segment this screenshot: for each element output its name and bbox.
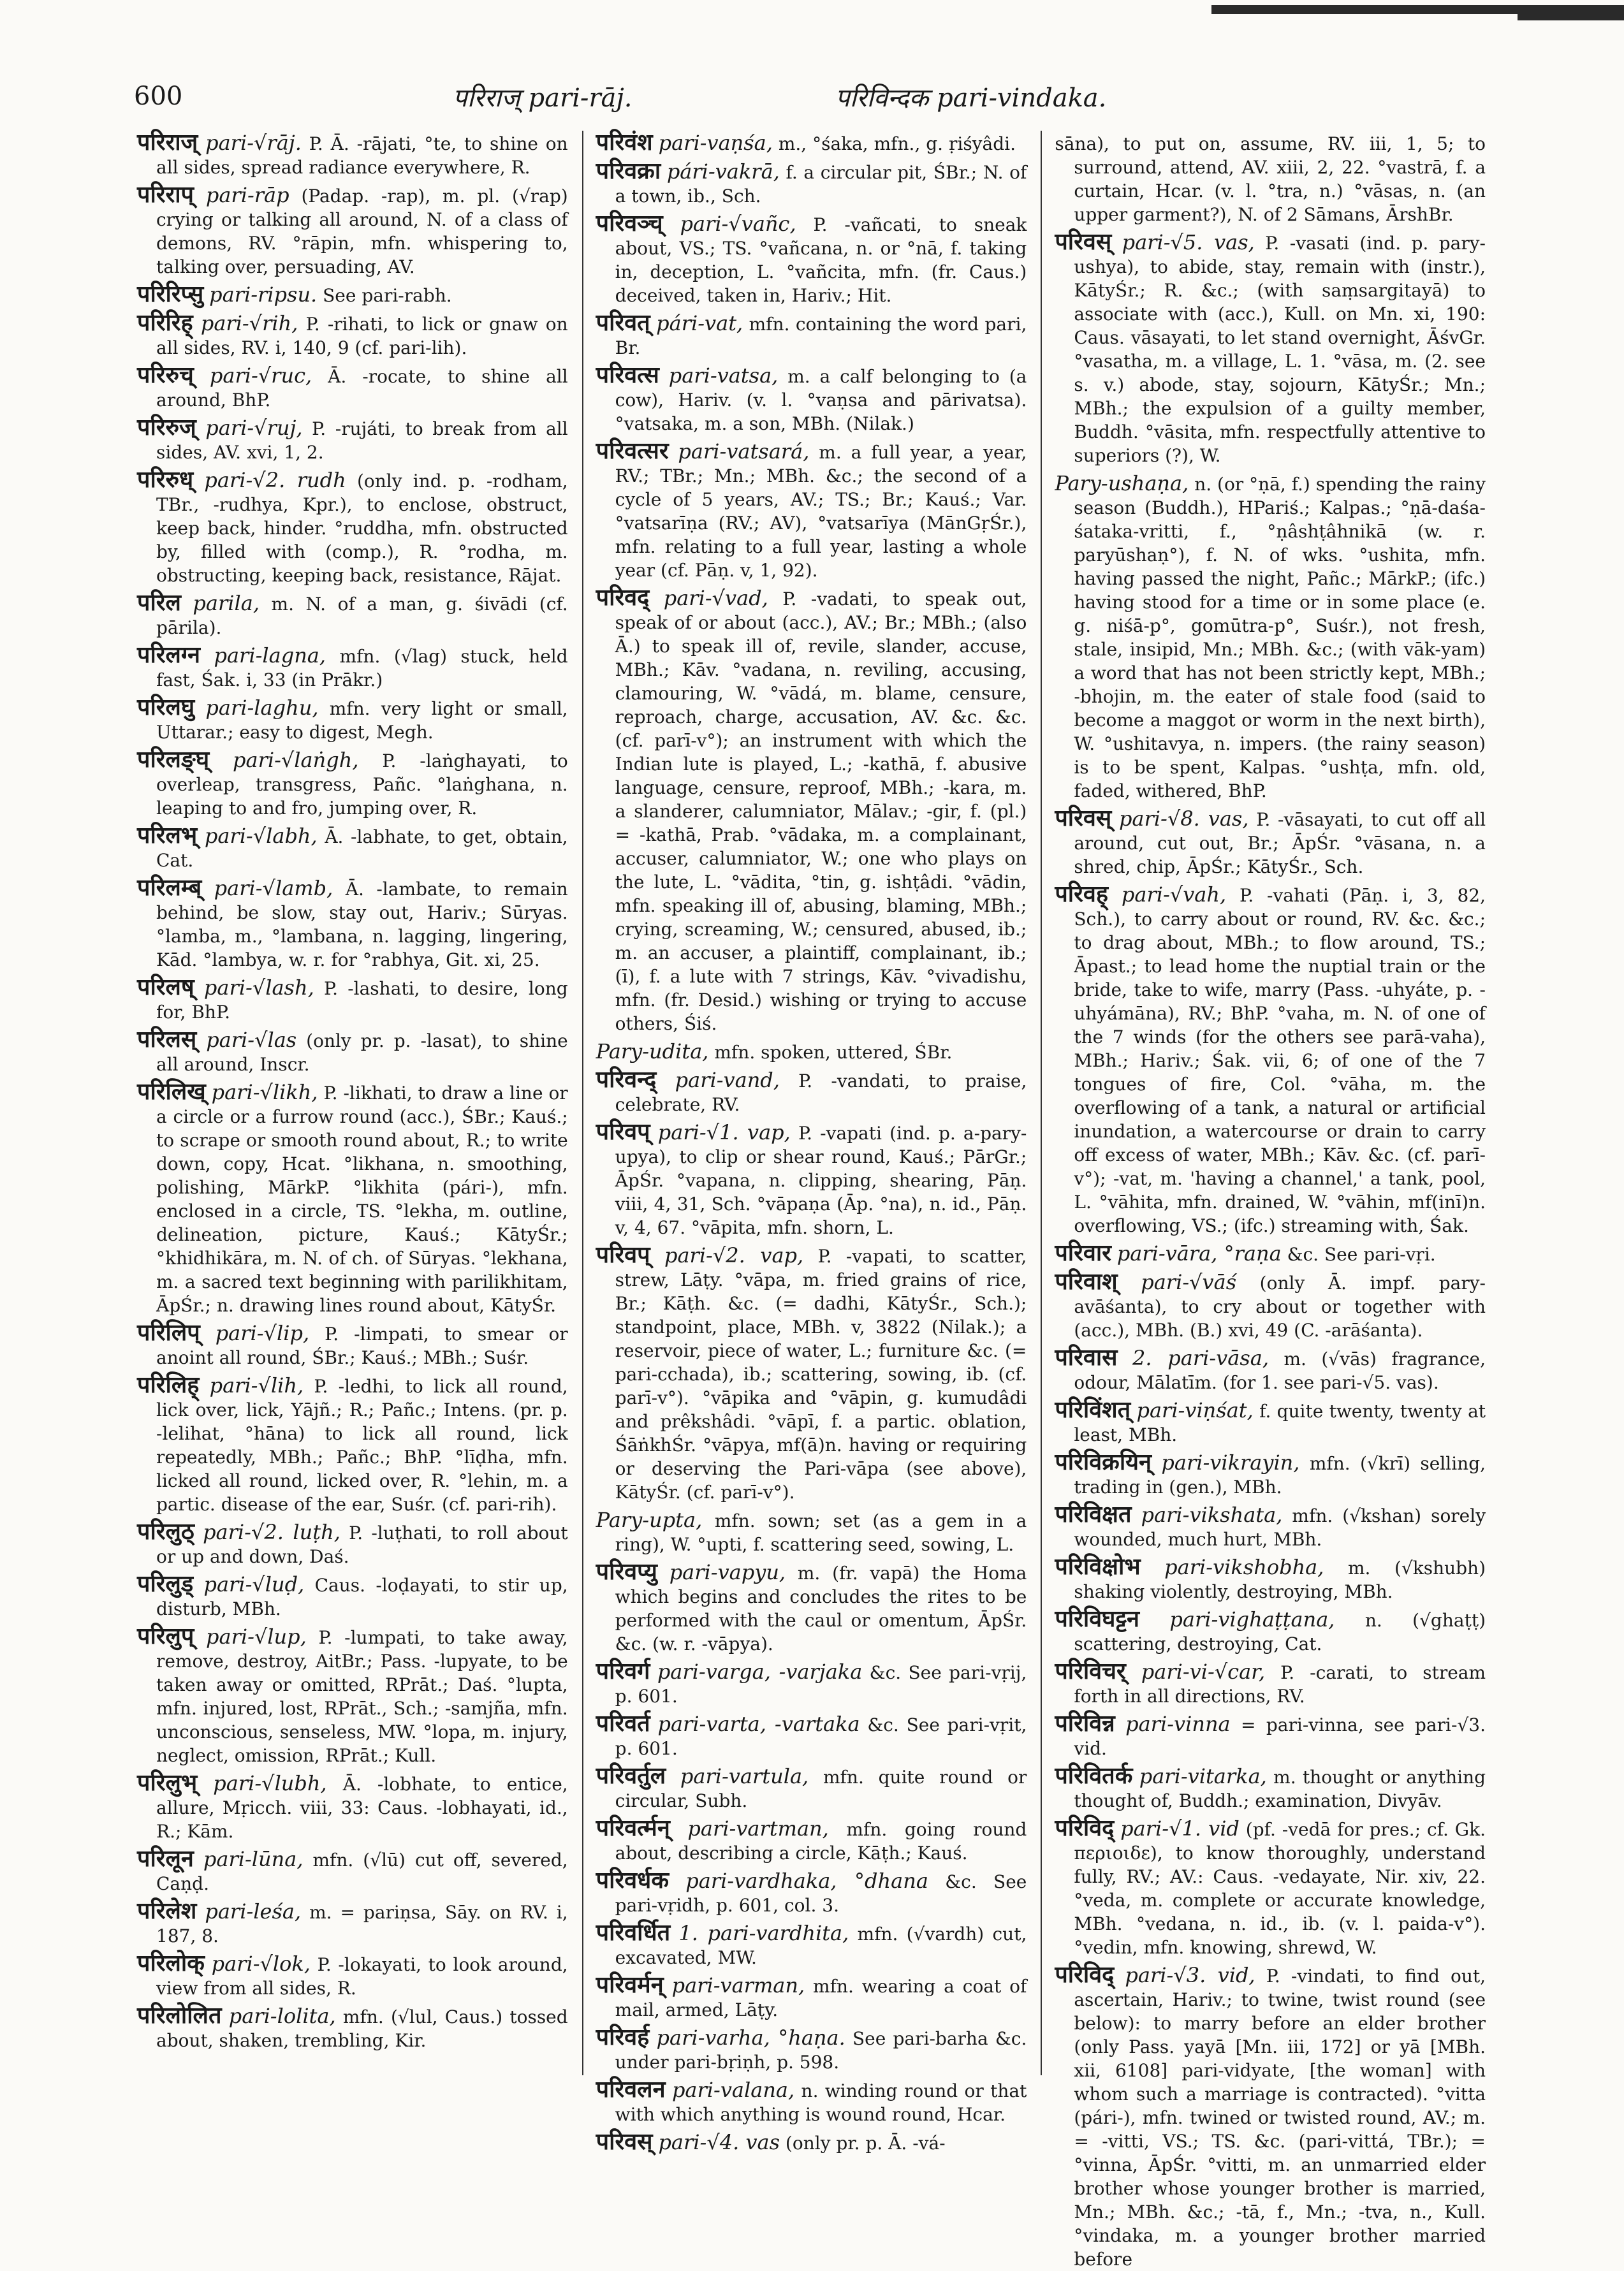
dictionary-entry (137, 2004, 568, 2052)
column-2 (582, 129, 1027, 2155)
dictionary-entry (1055, 131, 1486, 226)
entry-definition: P. -luṭhati, to roll about or up and down, Daś. (156, 1523, 568, 1567)
entry-transliteration: Pary-udita, (596, 1039, 709, 1063)
entry-headword-devanagari: परिलोक् (137, 1950, 205, 1976)
entry-transliteration: pari-√laṅgh, (233, 748, 359, 772)
entry-definition: m. (fr. vapā) the Homa which begins and concludes the rites to be performed with the caul or omentum, ĀpŚr. &c. (w. r. -vāpya). (615, 1563, 1027, 1654)
entry-headword-devanagari: परिविंशत् (1055, 1396, 1131, 1423)
entry-headword-devanagari: परिलिप् (137, 1319, 200, 1346)
entry-headword-devanagari: परिवर्मन् (596, 1971, 664, 1998)
entry-definition: P. -vāsayati, to cut off all around, cut out, Br.; ĀpŚr. °vāsana, n. a shred, chip, ĀpŚr.; KātyŚr., Sch. (1074, 809, 1486, 877)
entry-transliteration: 2. pari-vāsa, (1132, 1346, 1269, 1370)
entry-transliteration: pari-lūna, (203, 1847, 304, 1871)
entry-headword-devanagari: परिवस् (1055, 228, 1112, 255)
entry-transliteration: pari-√vah, (1121, 882, 1227, 907)
entry-headword-devanagari: परिलष् (137, 974, 194, 1000)
entry-transliteration: parila, (193, 591, 260, 615)
column-3 (1041, 131, 1486, 2270)
entry-definition: See pari-rabh. (323, 285, 452, 306)
entry-definition: &c. See pari-vṛi. (1287, 1244, 1436, 1265)
entry-definition: P. -vandati, to praise, celebrate, RV. (615, 1070, 1027, 1115)
entry-definition: n. winding round or that with which anything is wound round, Hcar. (615, 2080, 1027, 2125)
dictionary-entry (137, 824, 568, 872)
entry-headword-devanagari: परिवत्सर (596, 437, 669, 464)
entry-transliteration: pari-vaṇśa, (658, 131, 773, 155)
entry-definition: (only pr. p. -lasat), to shine all around, Inscr. (156, 1030, 568, 1075)
entry-definition: m. (√vās) fragrance, odour, Mālatīm. (for 1. see pari-√5. vas). (1074, 1348, 1486, 1393)
entry-definition: = pari-vinna, see pari-√3. vid. (1074, 1714, 1486, 1759)
entry-transliteration: pari-√2. rudh (204, 468, 346, 492)
entry-transliteration: pari-√rih, (200, 311, 298, 335)
entry-definition: Ā. -rocate, to shine all around, BhP. (156, 366, 568, 411)
entry-headword-devanagari: परिलुप् (137, 1623, 194, 1649)
entry-definition: Caus. -loḍayati, to stir up, disturb, MBh. (156, 1575, 568, 1619)
dictionary-entry (1055, 1712, 1486, 1760)
entry-headword-devanagari: परिविद् (1055, 1961, 1115, 1988)
entry-headword-devanagari: परिलेश (137, 1897, 197, 1924)
entry-headword-devanagari: परिवत् (596, 309, 650, 336)
entry-definition: P. -limpati, to smear or anoint all round, ŚBr.; Kauś.; MBh.; Suśr. (156, 1324, 568, 1368)
dictionary-entry (137, 416, 568, 464)
dictionary-entry (596, 1764, 1027, 1813)
dictionary-entry (137, 748, 568, 820)
entry-headword-devanagari: परिलभ् (137, 822, 198, 849)
entry-transliteration: pari-√lamb, (214, 876, 333, 900)
entry-headword-devanagari: परिविन्न (1055, 1710, 1115, 1737)
dictionary-entry (596, 212, 1027, 307)
dictionary-entry (137, 1899, 568, 1948)
dictionary-entry (596, 586, 1027, 1035)
entry-definition: &c. See pari-vṛidh, p. 601, col. 3. (615, 1871, 1027, 1916)
right-guide-word: परिविन्दक pari-vindaka. (835, 84, 1107, 113)
entry-transliteration: pari-vikshata, (1141, 1503, 1283, 1527)
dictionary-entry (596, 1921, 1027, 1969)
entry-definition: P. -vadati, to speak out, speak of or about (acc.), AV.; Br.; MBh.; (also Ā.) to speak ill of, revile, slander, accuse, MBh.; Kāv. °vadana, n. reviling, accusing, clamouring, W. °vādá, m. blame, censure, reproach, charge, accusation, AV. &c. &c. (cf. parī-v°); an instrument with which the Indian lute is played, L.; -kathā, f. abusive language, censure, reproof, MBh.; -kara, m. a slanderer, calumniator, Mālav.; -gir, f. (pl.) = -kathā, Prab. °vādaka, m. a complainant, accuser, calumniator, W.; one who plays on the lute, L. °vādita, °tin, g. ishṭâdi. °vādin, mfn. speaking ill of, abusing, blaming, MBh.; crying, screaming, W.; censured, abused, ib.; m. an accuser, a plaintiff, complainant, ib.; (ī), f. a lute with 7 strings, Kāv. °vivadishu, mfn. (fr. Desid.) wishing or trying to accuse others, Śiś. (615, 588, 1027, 1034)
entry-headword-devanagari: परिलोलित (137, 2002, 222, 2029)
left-guide-word: परिराज् pari-rāj. (453, 84, 633, 113)
entry-transliteration: pari-√lok, (211, 1952, 311, 1976)
entry-transliteration: pari-√luḍ, (203, 1572, 305, 1596)
entry-headword-devanagari: परिलिह् (137, 1371, 200, 1398)
dictionary-entry (1055, 1346, 1486, 1394)
entry-transliteration: pari-√4. vas (658, 2130, 780, 2154)
dictionary-entry (137, 1952, 568, 2000)
entry-definition: &c. See pari-vṛij, p. 601. (615, 1662, 1027, 1707)
entry-headword-devanagari: परिलघु (137, 694, 195, 720)
entry-definition: sāna), to put on, assume, RV. iii, 1, 5; to surround, attend, AV. xiii, 2, 22. °vastrā, f. a curtain, Hcar. (v. l. °tra, n.) °vāsas, n. (an upper garment?), N. of 2 Sāmans, ĀrshBr. (1055, 133, 1486, 225)
dictionary-entry (596, 2130, 1027, 2155)
dictionary-entry (137, 282, 568, 307)
entry-definition: Ā. -labhate, to get, obtain, Cat. (156, 826, 568, 871)
entry-definition: P. -vasati (ind. p. pary-ushya), to abide, stay, remain with (instr.), KātyŚr.; R. &c.; (with saṃsargitayā) to associate with (acc.), Kull. on Mn. xi, 190: Caus. vāsayati, to let stand overnight, ĀśvGr. °vasatha, m. a village, L. 1. °vāsa, m. (2. see s. v.) abode, stay, sojourn, KātyŚr.; Mn.; MBh.; the expulsion of a guilty member, Buddh. °vāsita, mfn. respectfully attentive to superiors (?), W. (1074, 233, 1486, 466)
entry-definition: mfn. quite round or circular, Subh. (615, 1767, 1027, 1811)
dictionary-entry (596, 1560, 1027, 1656)
entry-transliteration: pari-valana, (671, 2078, 795, 2102)
entry-definition: P. -lokayati, to look around, view from all sides, R. (156, 1954, 568, 1999)
entry-headword-devanagari: परिवस् (596, 2128, 653, 2155)
entry-definition: P. -lumpati, to take away, remove, destroy, AitBr.; Pass. -lupyate, to be taken away or omitted, RPrāt.; Daś. °lupta, mfn. injured, lost, RPrāt., Sch.; -samjña, mfn. unconscious, senseless, MW. °lopa, m. injury, neglect, omission, RPrāt.; Kull. (156, 1627, 568, 1766)
entry-transliteration: pari-rāp (205, 183, 289, 207)
entry-definition: P. Ā. -rājati, °te, to shine on all sides, spread radiance everywhere, R. (156, 133, 568, 178)
dictionary-entry (596, 2078, 1027, 2126)
entry-definition: (only Ā. impf. pary-avāśanta), to cry about or together with (acc.), MBh. (B.) xvi, 49 (C. -arāśanta). (1074, 1273, 1486, 1341)
dictionary-entry (596, 1973, 1027, 2022)
dictionary-entry (137, 1625, 568, 1767)
entry-transliteration: pari-vikrayin, (1161, 1450, 1300, 1475)
dictionary-entry (1055, 1816, 1486, 1959)
dictionary-entry (1055, 230, 1486, 467)
entry-transliteration: 1. pari-vardhita, (678, 1921, 849, 1945)
entry-transliteration: pari-varman, (671, 1973, 805, 1997)
scan-edge-bar (1211, 5, 1624, 14)
entry-transliteration: pari-vardhaka, °dhana (685, 1869, 928, 1893)
dictionary-entry (137, 1520, 568, 1568)
entry-definition: P. -rihati, to lick or gnaw on all sides, RV. i, 140, 9 (cf. pari-lih). (156, 314, 568, 358)
entry-transliteration: pári-vat, (656, 311, 743, 335)
dictionary-columns (137, 129, 1486, 2270)
entry-transliteration: pari-√lubh, (213, 1771, 327, 1795)
dictionary-entry (137, 643, 568, 692)
entry-transliteration: pari-lagna, (214, 643, 326, 668)
entry-definition: (only pr. p. Ā. -vá- (785, 2133, 946, 2154)
entry-definition: P. -lashati, to desire, long for, BhP. (156, 978, 568, 1023)
dictionary-entry (137, 696, 568, 744)
entry-definition: mfn. (√kshan) sorely wounded, much hurt, MBh. (1074, 1505, 1486, 1550)
dictionary-entry (1055, 882, 1486, 1238)
entry-headword-devanagari: परिवंश (596, 129, 653, 156)
entry-transliteration: pari-viṇśat, (1136, 1398, 1254, 1422)
entry-headword-devanagari: परिवञ्च् (596, 210, 663, 237)
entry-definition: mfn. (√vardh) cut, excavated, MW. (615, 1924, 1027, 1968)
entry-definition: mfn. wearing a coat of mail, armed, Lāṭy. (615, 1976, 1027, 2020)
entry-definition: P. -vañcati, to sneak about, VS.; TS. °vañcana, n. or °nā, f. taking in, deception, L. °vañcita, mfn. (fr. Caus.) deceived, taken in, Hariv.; Hit. (615, 214, 1027, 306)
dictionary-entry (1055, 1270, 1486, 1342)
dictionary-entry (596, 2026, 1027, 2074)
entry-headword-devanagari: परिवस् (1055, 805, 1112, 831)
entry-headword-devanagari: परिरिह् (137, 309, 193, 336)
entry-headword-devanagari: परिविक्षत (1055, 1501, 1132, 1528)
entry-definition: P. -vindati, to find out, ascertain, Hariv.; to twine, twist round (see below): to marry before an elder brother (only Pass. yayā [Mn. iii, 172] or yā [MBh. xii, 6108] pari-vidyate, [the woman] with whom such a marriage is contracted). °vitta (pári-), mfn. twined or twisted round, AV.; m. = -vitti, VS.; TS. &c. (pari-vittá, TBr.); = °vinna, ĀpŚr. °vitti, m. an unmarried elder brother whose younger brother is married, Mn.; MBh. &c.; -tā, f., Mn.; -tva, n., Kull. °vindaka, m. a younger brother married before (1074, 1966, 1486, 2270)
entry-headword-devanagari: परिवलन (596, 2076, 666, 2103)
entry-definition: n. (or °ṇā, f.) spending the rainy season (Buddh.), HPariś.; Kalpas.; °ṇā-daśa-śataka-vritti, f., °ṇâshṭâhnikā (w. r. paryūshaṇ°), f. N. of wks. °ushita, mfn. having passed the night, Pañc.; MārkP.; (ifc.) having stood for a time or in some place (e. g. niśā-p°, gomūtra-p°, Suśr.), not fresh, stale, insipid, Mn.; MBh. &c.; (with vāk-yam) a word that has not been strictly kept, MBh.; -bhojin, m. the eater of stale food (said to become a maggot or worm in the next birth), W. °ushitavya, n. impers. (the rainy season) is to be spent, Kalpas. °ushṭa, mfn. old, faded, withered, BhP. (1074, 474, 1486, 801)
dictionary-entry (1055, 1503, 1486, 1551)
entry-headword-devanagari: परिवर्त (596, 1710, 650, 1737)
entry-definition: m. a full year, a year, RV.; TBr.; Mn.; MBh. &c.; the second of a cycle of 5 years, AV.; TS.; Br.; Kauś.; Var. °vatsarīṇa (RV.; AV), °vatsarīya (MānGṛŚr.), mfn. relating to a full year, lasting a whole year (cf. Pāṇ. v, 1, 92). (615, 442, 1027, 581)
entry-definition: (Padap. -rap), m. pl. (√rap) crying or talking all around, N. of a class of demons, RV. °rāpin, mfn. whispering to, talking over, persuading, AV. (156, 186, 568, 277)
dictionary-entry (596, 1508, 1027, 1556)
entry-definition: (pf. -vedā for pres.; cf. Gk. περιοιδε), to know thoroughly, understand fully, RV.; AV.: Caus. -vedayate, Nir. xiv, 22. °veda, m. complete or accurate knowledge, MBh. °vedana, n. id., ib. (v. l. paida-v°). °vedin, mfn. knowing, shrewd, W. (1074, 1819, 1486, 1958)
entry-transliteration: pari-√5. vas, (1122, 230, 1255, 254)
entry-transliteration: pari-vatsa, (668, 363, 779, 388)
entry-transliteration: pari-vartula, (680, 1764, 809, 1788)
entry-transliteration: pari-varha, °haṇa. (656, 2026, 845, 2050)
entry-headword-devanagari: परिल (137, 589, 181, 616)
entry-transliteration: pari-√3. vid, (1125, 1963, 1255, 1987)
entry-definition: P. -rujáti, to break from all sides, AV. xvi, 1, 2. (156, 418, 568, 463)
entry-headword-devanagari: परिलिख् (137, 1078, 206, 1105)
entry-transliteration: pari-laghu, (205, 696, 319, 720)
entry-headword-devanagari: परिरिप्सु (137, 281, 204, 307)
entry-headword-devanagari: परिवितर्क (1055, 1762, 1133, 1789)
entry-headword-devanagari: परिवप्यु (596, 1558, 657, 1585)
entry-transliteration: pari-lolita, (228, 2004, 336, 2028)
dictionary-entry (137, 1847, 568, 1895)
entry-headword-devanagari: परिलग्न (137, 641, 201, 668)
entry-transliteration: pari-√1. vap, (657, 1120, 791, 1144)
entry-headword-devanagari: परिवन्द् (596, 1066, 657, 1093)
entry-definition: P. -laṅghayati, to overleap, transgress, Pañc. °laṅghana, n. leaping to and fro, jumping over, R. (156, 750, 568, 819)
dictionary-entry (1055, 1555, 1486, 1603)
entry-transliteration: pari-vartman, (687, 1816, 829, 1841)
entry-definition: (only ind. p. -rodham, TBr., -rudhya, Kpr.), to enclose, obstruct, keep back, hinder. °ruddha, mfn. obstructed by, filled with (comp.), R. °rodha, m. obstructing, keeping back, resistance, Rājat. (156, 471, 568, 586)
dictionary-entry (596, 159, 1027, 208)
entry-transliteration: pari-varga, -varjaka (657, 1660, 863, 1684)
entry-definition: m. N. of a man, g. śivādi (cf. pārila). (156, 594, 568, 638)
entry-transliteration: pari-√las (206, 1028, 297, 1052)
entry-definition: n. (√ghaṭṭ) scattering, destroying, Cat. (1074, 1610, 1486, 1654)
dictionary-entry (596, 1120, 1027, 1239)
entry-definition: P. -vapati (ind. p. a-pary-upya), to clip or shear round, Kauś.; PārGr.; ĀpŚr. °vapana, n. clipping, shearing, Pāṇ. viii, 4, 31, Sch. °vāpaṇa (Āp. °na), n. id., Pāṇ. v, 4, 67. °vāpita, mfn. shorn, L. (615, 1123, 1027, 1238)
entry-transliteration: pari-√vāś (1141, 1270, 1237, 1294)
entry-definition: P. -ledhi, to lick all round, lick over, lick, Yājñ.; R.; Pañc.; Intens. (pr. p. -lelihat, °hāna) to lick all round, lick repeatedly, MBh.; Pañc.; BhP. °līḍha, mfn. licked all round, licked over, R. °lehin, m. a partic. disease of the ear, Suśr. (cf. pari-rih). (156, 1376, 568, 1515)
dictionary-entry (1055, 1398, 1486, 1447)
dictionary-entry (596, 1869, 1027, 1917)
entry-headword-devanagari: परिवर्धित (596, 1919, 671, 1946)
entry-transliteration: pari-vinna (1125, 1712, 1231, 1736)
dictionary-entry (137, 975, 568, 1024)
entry-headword-devanagari: परिरुच् (137, 361, 194, 388)
dictionary-entry (137, 131, 568, 179)
entry-definition: &c. See pari-vṛit, p. 601. (615, 1714, 1027, 1759)
dictionary-entry (596, 1068, 1027, 1116)
entry-transliteration: pari-vatsará, (678, 439, 810, 464)
entry-headword-devanagari: परिलुभ् (137, 1769, 198, 1796)
entry-headword-devanagari: परिलस् (137, 1026, 197, 1053)
entry-transliteration: pari-√1. vid (1120, 1816, 1240, 1841)
entry-transliteration: pari-√labh, (204, 824, 318, 848)
entry-definition: mfn. spoken, uttered, ŚBr. (714, 1042, 953, 1063)
entry-transliteration: pari-varta, -vartaka (657, 1712, 860, 1736)
entry-headword-devanagari: परिविघट्टन (1055, 1605, 1140, 1632)
entry-transliteration: pari-√vad, (663, 586, 768, 610)
entry-headword-devanagari: परिवार (1055, 1239, 1111, 1266)
entry-headword-devanagari: परिराप् (137, 181, 194, 208)
entry-headword-devanagari: परिविक्षोभ (1055, 1553, 1141, 1580)
entry-headword-devanagari: परिलुड् (137, 1570, 194, 1597)
entry-headword-devanagari: परिलङ्घ् (137, 746, 210, 773)
dictionary-entry (596, 363, 1027, 435)
entry-headword-devanagari: परिवप् (596, 1118, 650, 1145)
entry-headword-devanagari: परिवक्रा (596, 157, 661, 184)
entry-headword-devanagari: परिवास (1055, 1344, 1118, 1371)
entry-headword-devanagari: परिविक्रयिन् (1055, 1449, 1152, 1475)
entry-headword-devanagari: परिवप् (596, 1241, 650, 1268)
column-1 (137, 131, 568, 2075)
entry-transliteration: pari-√rāj. (205, 131, 302, 155)
running-header (134, 75, 1396, 126)
entry-transliteration: pari-vāra, °raṇa (1116, 1241, 1282, 1266)
entry-headword-devanagari: परिवत्स (596, 361, 659, 388)
entry-definition: mfn. (√lū) cut off, severed, Caṇḍ. (156, 1850, 568, 1894)
entry-headword-devanagari: परिरुध् (137, 466, 194, 493)
entry-transliteration: pari-√vañc, (680, 212, 796, 236)
entry-definition: m. = pariṇsa, Sāy. on RV. i, 187, 8. (156, 1902, 568, 1946)
entry-definition: m. a calf belonging to (a cow), Hariv. (v. l. °vaṇsa and pārivatsa). °vatsaka, m. a son, MBh. (Nilak.) (615, 366, 1027, 434)
entry-definition: P. -vapati, to scatter, strew, Lāṭy. °vāpa, m. fried grains of rice, Br.; Kāṭh. &c. (= dadhi, KātyŚr., Sch.); standpoint, place, MBh. v, 3822 (Nilak.); a reservoir, piece of water, L.; furniture &c. (= pari-cchada), ib.; scattering, sowing, ib. (cf. parī-v°). °vāpika and °vāpin, g. kumudâdi and prêkshâdi. °vāpī, f. a partic. oblation, ŚāṅkhŚr. °vāpya, mf(ā)n. having or requiring or deserving the Pari-vāpa (see above), KātyŚr. (cf. parī-v°). (615, 1246, 1027, 1503)
entry-headword-devanagari: परिराज् (137, 129, 198, 156)
entry-transliteration: pari-√2. luṭh, (203, 1520, 340, 1544)
entry-definition: mfn. sown; set (as a gem in a ring), W. °upti, f. scattering seed, sowing, L. (615, 1510, 1027, 1555)
dictionary-entry (596, 439, 1027, 582)
entry-transliteration: pari-vi-√car, (1141, 1660, 1266, 1684)
entry-headword-devanagari: परिलम्ब् (137, 874, 202, 901)
dictionary-entry (1055, 1241, 1486, 1266)
entry-transliteration: pari-√ruc, (209, 363, 312, 388)
entry-definition: mfn. (√krī) selling, trading in (gen.), MBh. (1074, 1453, 1486, 1498)
dictionary-entry (596, 131, 1027, 156)
entry-definition: Ā. -lambate, to remain behind, be slow, stay out, Hariv.; Sūryas. °lamba, m., °lambana, n. lagging, lingering, Kād. °lambya, w. r. for °rabhya, Git. xi, 25. (156, 879, 568, 970)
dictionary-entry (1055, 1607, 1486, 1656)
entry-definition: f. quite twenty, twenty at least, MBh. (1074, 1401, 1486, 1445)
dictionary-entry (137, 1080, 568, 1317)
dictionary-entry (596, 1712, 1027, 1760)
entry-headword-devanagari: परिवर्ग (596, 1658, 650, 1684)
dictionary-entry (137, 1028, 568, 1076)
dictionary-entry (137, 311, 568, 360)
dictionary-entry (137, 468, 568, 587)
entry-definition: mfn. very light or small, Uttarar.; easy to digest, Megh. (156, 698, 568, 743)
dictionary-entry (137, 1373, 568, 1516)
entry-transliteration: pari-√2. vap, (664, 1243, 804, 1267)
entry-definition: P. -vahati (Pāṇ. i, 3, 82, Sch.), to carry about or round, RV. &c. &c.; to drag about, MBh.; to flow around, TS.; Āpast.; to lead home the nuptial train or the bride, take to wife, marry (Pass. -uhyáte, p. -uhyámāna), RV.; BhP. °vaha, m. N. of one of the 7 winds (for the others see parā-vaha), MBh.; Hariv.; Śak. vii, 6; of one of the 7 tongues of fire, Col. °vāha, m. the overflowing of a tank, a natural or artificial inundation, a watercourse or drain to carry off excess of water, MBh.; Kāv. &c. (cf. parī-v°); -vat, m. 'having a channel,' a tank, pool, L. °vāhita, mfn. drained, W. °vāhin, mf(inī)n. overflowing, VS.; (ifc.) streaming with, Śak. (1074, 885, 1486, 1236)
entry-headword-devanagari: परिलून (137, 1845, 194, 1872)
dictionary-entry (1055, 1764, 1486, 1813)
dictionary-entry (596, 1243, 1027, 1504)
entry-transliteration: pari-ripsu. (209, 282, 318, 307)
entry-headword-devanagari: परिवाश् (1055, 1268, 1118, 1295)
entry-transliteration: Pary-upta, (596, 1508, 703, 1532)
entry-definition: m., °śaka, mfn., g. ṛiśyâdi. (778, 133, 1016, 154)
entry-headword-devanagari: परिवह् (1055, 880, 1108, 907)
entry-definition: m. (√kshubh) shaking violently, destroying, MBh. (1074, 1558, 1486, 1602)
dictionary-entry (596, 1039, 1027, 1064)
entry-definition: mfn. going round about, describing a circle, Kāṭh.; Kauś. (615, 1819, 1027, 1864)
dictionary-entry (1055, 471, 1486, 803)
entry-transliteration: pari-vitarka, (1139, 1764, 1267, 1788)
entry-transliteration: pari-vapyu, (669, 1560, 786, 1584)
dictionary-entry (1055, 1963, 1486, 2271)
entry-transliteration: pari-vighaṭṭana, (1169, 1607, 1335, 1632)
entry-headword-devanagari: परिरुज् (137, 414, 196, 441)
dictionary-entry (137, 363, 568, 412)
entry-transliteration: pári-vakrā, (666, 159, 780, 184)
entry-definition: mfn. (√lag) stuck, held fast, Śak. i, 33 (in Prākr.) (156, 646, 568, 690)
entry-headword-devanagari: परिलुठ् (137, 1518, 194, 1545)
entry-transliteration: pari-√likh, (211, 1080, 318, 1104)
entry-definition: P. -carati, to stream forth in all directions, RV. (1074, 1662, 1486, 1707)
dictionary-entry (596, 1660, 1027, 1708)
entry-headword-devanagari: परिवर्त्मन् (596, 1815, 670, 1841)
page-number: 600 (134, 82, 183, 111)
entry-definition: mfn. (√lul, Caus.) tossed about, shaken, trembling, Kir. (156, 2006, 568, 2051)
entry-transliteration: pari-√lih, (209, 1373, 304, 1398)
entry-transliteration: pari-√lip, (215, 1321, 310, 1345)
entry-transliteration: pari-vand, (675, 1068, 780, 1092)
dictionary-entry (137, 1321, 568, 1369)
entry-definition: See pari-barha &c. under pari-bṛiṇh, p. 598. (615, 2028, 1027, 2073)
entry-headword-devanagari: परिविद् (1055, 1815, 1115, 1841)
dictionary-entry (1055, 1660, 1486, 1708)
dictionary-entry (1055, 807, 1486, 879)
entry-transliteration: pari-√lup, (206, 1625, 307, 1649)
entry-transliteration: pari-vikshobha, (1164, 1555, 1324, 1579)
entry-headword-devanagari: परिवर्धक (596, 1867, 669, 1894)
dictionary-entry (596, 1816, 1027, 1865)
entry-transliteration: pari-√8. vas, (1118, 807, 1249, 831)
dictionary-entry (137, 1771, 568, 1843)
entry-transliteration: pari-√lash, (203, 975, 314, 1000)
entry-headword-devanagari: परिवर्तुल (596, 1762, 666, 1789)
entry-headword-devanagari: परिवर्ह (596, 2024, 650, 2050)
entry-transliteration: pari-√ruj, (205, 416, 303, 440)
entry-headword-devanagari: परिविचर् (1055, 1658, 1126, 1684)
dictionary-entry (596, 311, 1027, 360)
entry-definition: mfn. containing the word pari, Br. (615, 314, 1027, 358)
entry-definition: m. thought or anything thought of, Buddh.; examination, Divyāv. (1074, 1767, 1486, 1811)
entry-definition: f. a circular pit, ŚBr.; N. of a town, ib., Sch. (615, 162, 1027, 207)
dictionary-entry (137, 183, 568, 279)
scan-edge-bar (1518, 14, 1624, 20)
entry-transliteration: pari-leśa, (205, 1899, 302, 1924)
entry-headword-devanagari: परिवद् (596, 584, 650, 611)
entry-transliteration: Pary-ushaṇa, (1055, 471, 1189, 495)
entry-definition: Ā. -lobhate, to entice, allure, Mṛicch. viii, 33: Caus. -lobhayati, id., R.; Kām. (156, 1774, 568, 1842)
dictionary-entry (137, 1572, 568, 1621)
dictionary-entry (1055, 1450, 1486, 1499)
entry-definition: P. -likhati, to draw a line or a circle or a furrow round (acc.), ŚBr.; Kauś.; to scrape or smooth round about, R.; to write down, copy, Hcat. °likhana, n. smoothing, polishing, MārkP. °likhita (pári-), mfn. enclosed in a circle, TS. °lekha, m. outline, delineation, picture, Kauś.; KātyŚr.; °khidhikāra, m. N. of ch. of Sūryas. °lekhana, m. a sacred text beginning with parilikhitam, ĀpŚr.; n. drawing lines round about, KātyŚr. (156, 1083, 568, 1316)
dictionary-entry (137, 876, 568, 972)
dictionary-entry (137, 591, 568, 639)
